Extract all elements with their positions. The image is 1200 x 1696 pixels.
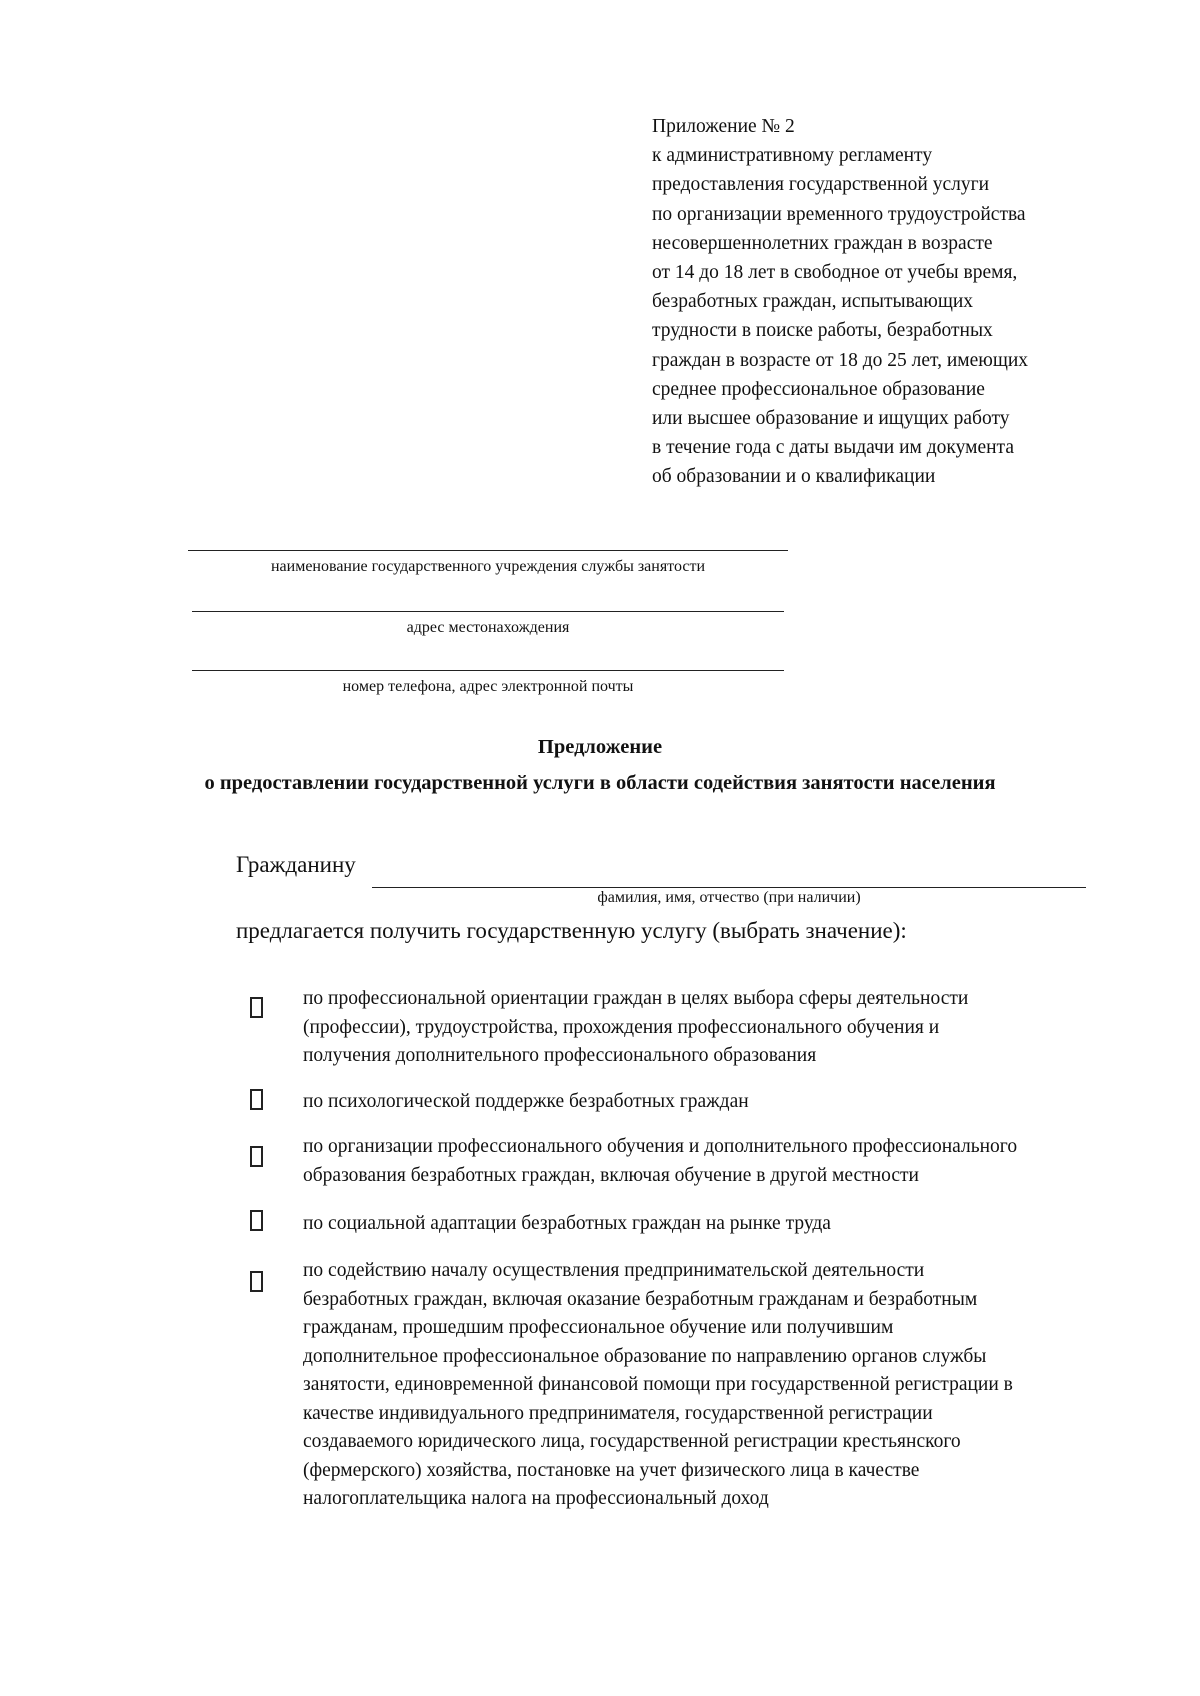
- appendix-line: несовершеннолетних граждан в возрасте: [652, 232, 993, 254]
- checkbox[interactable]: [250, 1271, 263, 1292]
- option-line: безработных граждан, включая оказание безработным гражданам и безработным: [303, 1288, 978, 1310]
- option-line: по социальной адаптации безработных граждан на рынке труда: [303, 1213, 831, 1234]
- checkbox[interactable]: [250, 1089, 263, 1110]
- appendix-line: трудности в поиске работы, безработных: [652, 320, 993, 342]
- appendix-line: граждан в возрасте от 18 до 25 лет, имеющих: [652, 349, 1029, 371]
- option-text: [303, 1133, 1183, 1190]
- contacts-line[interactable]: [192, 670, 784, 671]
- option-line: занятости, единовременной финансовой помощи при государственной регистрации в: [303, 1374, 1013, 1395]
- option-line: (профессии), трудоустройства, прохождения профессионального обучения и: [303, 1016, 940, 1038]
- option-line: образования безработных граждан, включая обучение в другой местности: [303, 1164, 919, 1186]
- option-text: [303, 1257, 1183, 1514]
- option-line: по психологической поддержке безработных граждан: [303, 1091, 749, 1112]
- option-line: создаваемого юридического лица, государственной регистрации крестьянского: [303, 1431, 961, 1452]
- appendix-line: об образовании и о квалификации: [652, 466, 936, 488]
- checkbox[interactable]: [250, 1146, 263, 1167]
- appendix-line: по организации временного трудоустройства: [652, 203, 1026, 225]
- appendix-header: [652, 112, 1172, 492]
- option-text: [303, 985, 1183, 1071]
- checkbox[interactable]: [250, 1210, 263, 1231]
- citizen-label: Гражданину: [236, 852, 356, 877]
- document-subtitle: о предоставлении государственной услуги в области содействия занятости населения: [204, 772, 996, 794]
- document-title: Предложение: [537, 736, 663, 758]
- option-line: (фермерского) хозяйства, постановке на учет физического лица в качестве: [303, 1459, 920, 1481]
- institution-field[interactable]: [188, 550, 788, 576]
- appendix-line: среднее профессиональное образование: [652, 378, 985, 400]
- option-line: качестве индивидуального предпринимателя, государственной регистрации: [303, 1402, 933, 1424]
- appendix-line: в течение года с даты выдачи им документа: [652, 437, 1014, 459]
- offer-text: предлагается получить государственную услугу (выбрать значение):: [236, 918, 907, 943]
- option-line: получения дополнительного профессионального образования: [303, 1045, 817, 1066]
- checkbox[interactable]: [250, 997, 263, 1018]
- option-line: дополнительное профессиональное образование по направлению органов службы: [303, 1345, 987, 1367]
- address-line[interactable]: [192, 611, 784, 612]
- citizen-name-line[interactable]: [372, 887, 1086, 888]
- option-line: гражданам, прошедшим профессиональное обучение или получившим: [303, 1317, 894, 1338]
- appendix-line: предоставления государственной услуги: [652, 174, 990, 196]
- address-field[interactable]: [192, 611, 784, 637]
- contacts-field[interactable]: [192, 670, 784, 696]
- option-line: по содействию началу осуществления предпринимательской деятельности: [303, 1260, 925, 1281]
- option-line: по профессиональной ориентации граждан в целях выбора сферы деятельности: [303, 988, 969, 1009]
- option-text: [303, 1088, 1183, 1117]
- address-caption: адрес местонахождения: [406, 619, 570, 636]
- citizen-caption: фамилия, имя, отчество (при наличии): [597, 889, 861, 906]
- contacts-caption: номер телефона, адрес электронной почты: [342, 678, 634, 695]
- appendix-line: Приложение № 2: [652, 116, 795, 137]
- option-line: налогоплательщика налога на профессиональный доход: [303, 1488, 769, 1509]
- option-line: по организации профессионального обучения и дополнительного профессионального: [303, 1136, 1018, 1157]
- appendix-line: к административному регламенту: [652, 145, 933, 167]
- appendix-line: безработных граждан, испытывающих: [652, 291, 974, 313]
- appendix-line: от 14 до 18 лет в свободное от учебы время,: [652, 262, 1018, 284]
- appendix-line: или высшее образование и ищущих работу: [652, 408, 1010, 430]
- institution-caption: наименование государственного учреждения службы занятости: [270, 558, 706, 575]
- institution-line[interactable]: [188, 550, 788, 551]
- option-text: [303, 1210, 1183, 1239]
